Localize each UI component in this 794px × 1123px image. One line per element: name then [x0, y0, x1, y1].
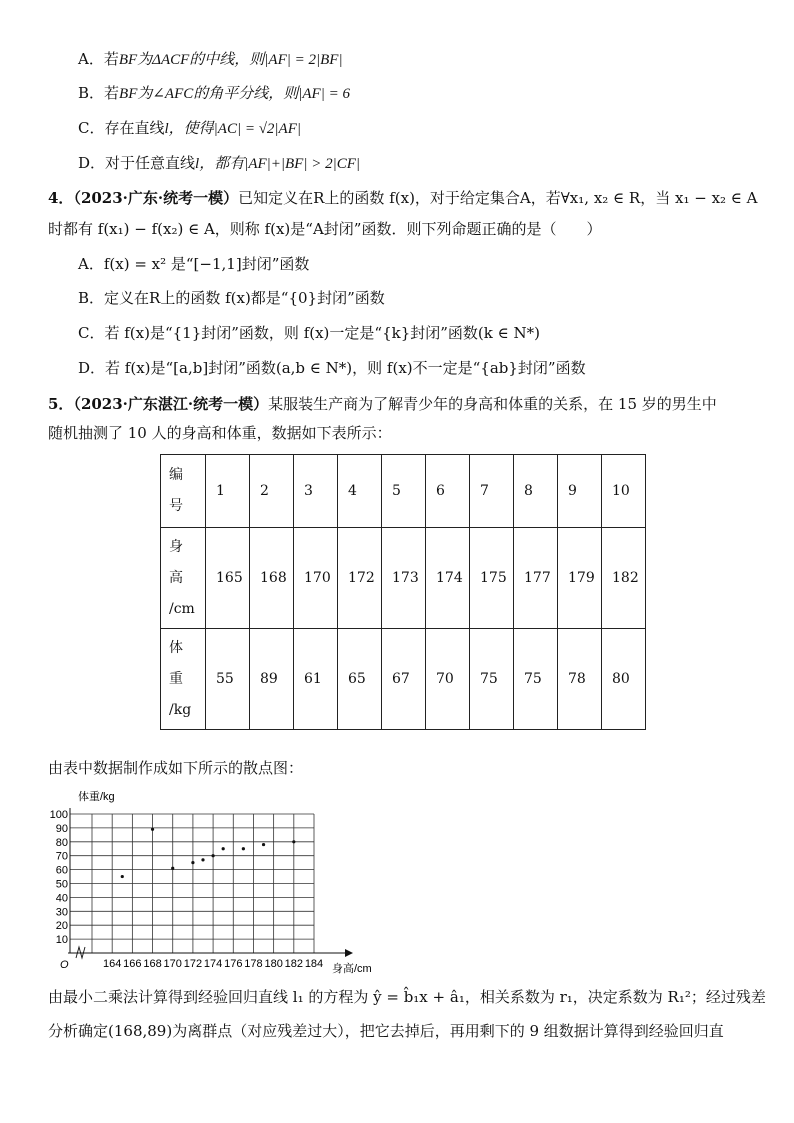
- paragraph-line-1: 由最小二乘法计算得到经验回归直线 l₁ 的方程为 ŷ = b̂₁x + â₁，相关系数为 r₁，决定系数为 R₁²；经过残差: [48, 988, 766, 1006]
- table-cell: 182: [602, 528, 646, 629]
- scatter-intro: 由表中数据制作成如下所示的散点图：: [48, 759, 304, 777]
- question-4-stem-line-1: [48, 187, 758, 209]
- x-tick-label: 172: [183, 958, 203, 970]
- question-4-stem-line-2: 时都有 f(x₁) − f(x₂) ∈ A，则称 f(x)是“A封闭”函数．则下列命题正确的是（ ）: [48, 220, 602, 238]
- x-axis-arrow: [345, 949, 353, 957]
- table-row-weight: [161, 629, 646, 730]
- y-tick-label: 80: [55, 836, 68, 849]
- table-cell: 70: [426, 629, 470, 730]
- scatter-chart: [40, 786, 390, 978]
- table-cell: 1: [206, 455, 250, 528]
- question-source: （2023·广东湛江·统考一模）: [73, 395, 269, 413]
- row-header-part: 重: [169, 670, 183, 687]
- option-4b: B．定义在R上的函数 f(x)都是“{0}封闭”函数: [78, 289, 385, 307]
- option-label: A．若: [78, 50, 119, 68]
- table-row-id: [161, 455, 646, 528]
- chart-grid: [70, 814, 314, 953]
- data-point: [242, 847, 245, 850]
- y-tick-label: 70: [55, 850, 68, 863]
- option-3b: [78, 82, 350, 105]
- x-tick-label: 168: [143, 958, 162, 970]
- table-cell: 173: [382, 528, 426, 629]
- row-header-id: [161, 455, 206, 528]
- x-tick-label: 164: [103, 958, 122, 970]
- data-point: [222, 847, 225, 850]
- table-cell: 65: [338, 629, 382, 730]
- chart-axes: [68, 808, 353, 958]
- question-5-stem-line-1: [48, 393, 717, 415]
- chart-ticks: [50, 809, 324, 970]
- data-point: [292, 840, 295, 843]
- question-5-stem-line-2: 随机抽测了 10 人的身高和体重，数据如下表所示：: [48, 424, 392, 442]
- axis-break-mark: [76, 947, 85, 958]
- y-tick-label: 50: [55, 878, 68, 891]
- table-cell: 61: [294, 629, 338, 730]
- row-header-part: 身: [169, 538, 183, 555]
- option-math: BF为ΔACF的中线，则|AF| = 2|BF|: [118, 52, 343, 68]
- x-tick-label: 170: [163, 958, 182, 970]
- table-cell: 6: [426, 455, 470, 528]
- table-cell: 3: [294, 455, 338, 528]
- x-tick-label: 166: [123, 958, 142, 970]
- data-point: [121, 875, 124, 878]
- table-cell: 179: [558, 528, 602, 629]
- option-3c: [78, 117, 301, 140]
- x-tick-label: 184: [304, 958, 324, 970]
- y-tick-label: 20: [55, 920, 68, 933]
- table-cell: 174: [426, 528, 470, 629]
- table-cell: 80: [602, 629, 646, 730]
- chart-points: [121, 828, 296, 878]
- x-tick-label: 176: [224, 958, 243, 970]
- table-cell: 172: [338, 528, 382, 629]
- y-tick-label: 90: [55, 822, 68, 835]
- x-axis-label: 身高/cm: [332, 963, 372, 975]
- x-tick-label: 180: [264, 958, 283, 970]
- table-cell: 170: [294, 528, 338, 629]
- row-header-height: [161, 528, 206, 629]
- row-header-weight: [161, 629, 206, 730]
- height-weight-table: [160, 454, 646, 730]
- question-text: 某服装生产商为了解青少年的身高和体重的关系，在 15 岁的男生中: [268, 395, 717, 413]
- question-source: （2023·广东·统考一模）: [73, 189, 239, 207]
- x-tick-label: 174: [203, 958, 223, 970]
- x-tick-label: 182: [284, 958, 303, 970]
- row-header-part: 号: [169, 498, 183, 514]
- data-point: [151, 828, 154, 831]
- y-tick-label: 10: [55, 934, 68, 947]
- table-cell: 89: [250, 629, 294, 730]
- option-4a: A．f(x) = x² 是“[−1,1]封闭”函数: [78, 255, 310, 273]
- table-cell: 168: [250, 528, 294, 629]
- row-header-part: /cm: [169, 600, 195, 617]
- table-cell: 10: [602, 455, 646, 528]
- table-cell: 75: [514, 629, 558, 730]
- paragraph-line-2: 分析确定(168,89)为离群点（对应残差过大），把它去掉后，再用剩下的 9 组数据计算得到经验回归直: [48, 1022, 724, 1040]
- y-tick-label: 60: [55, 864, 68, 877]
- table-cell: 7: [470, 455, 514, 528]
- data-point: [262, 843, 265, 846]
- table-cell: 9: [558, 455, 602, 528]
- table-cell: 5: [382, 455, 426, 528]
- table-cell: 75: [470, 629, 514, 730]
- row-header-part: 编: [169, 467, 183, 483]
- table-cell: 175: [470, 528, 514, 629]
- row-header-part: 高: [169, 569, 183, 586]
- table-cell: 177: [514, 528, 558, 629]
- table-cell: 55: [206, 629, 250, 730]
- y-tick-label: 100: [49, 809, 68, 821]
- table-cell: 67: [382, 629, 426, 730]
- table-cell: 4: [338, 455, 382, 528]
- table-cell: 165: [206, 528, 250, 629]
- data-point: [171, 867, 174, 870]
- table-row-height: [161, 528, 646, 629]
- option-math: l，都有|AF|+|BF| > 2|CF|: [195, 156, 361, 172]
- question-number: 4．: [48, 189, 74, 207]
- option-math: BF为∠AFC的角平分线，则|AF| = 6: [119, 86, 350, 102]
- data-point: [201, 858, 204, 861]
- option-label: B．若: [78, 84, 120, 102]
- data-point: [191, 861, 194, 864]
- option-4c: C．若 f(x)是“{1}封闭”函数，则 f(x)一定是“{k}封闭”函数(k ∈ N*): [78, 324, 540, 342]
- y-tick-label: 40: [55, 892, 68, 905]
- table-cell: 8: [514, 455, 558, 528]
- option-3d: [78, 152, 360, 175]
- x-tick-label: 178: [244, 958, 263, 970]
- data-point: [211, 854, 214, 857]
- y-tick-label: 30: [55, 906, 68, 919]
- origin-label: O: [60, 959, 69, 971]
- y-axis-label: 体重/kg: [78, 791, 115, 803]
- table-cell: 78: [558, 629, 602, 730]
- question-number: 5．: [48, 395, 74, 413]
- option-3a: [78, 48, 343, 71]
- option-4d: D．若 f(x)是“[a,b]封闭”函数(a,b ∈ N*)，则 f(x)不一定是“{ab}封闭”函数: [78, 359, 586, 377]
- table-cell: 2: [250, 455, 294, 528]
- row-header-part: 体: [169, 639, 183, 656]
- option-label: C．存在直线: [78, 119, 165, 137]
- question-text: 已知定义在R上的函数 f(x)，对于给定集合A，若∀x₁, x₂ ∈ R，当 x₁ − x₂ ∈ A: [238, 189, 758, 207]
- option-math: l，使得|AC| = √2|AF|: [164, 121, 301, 137]
- option-label: D．对于任意直线: [78, 154, 196, 172]
- row-header-part: /kg: [169, 701, 192, 718]
